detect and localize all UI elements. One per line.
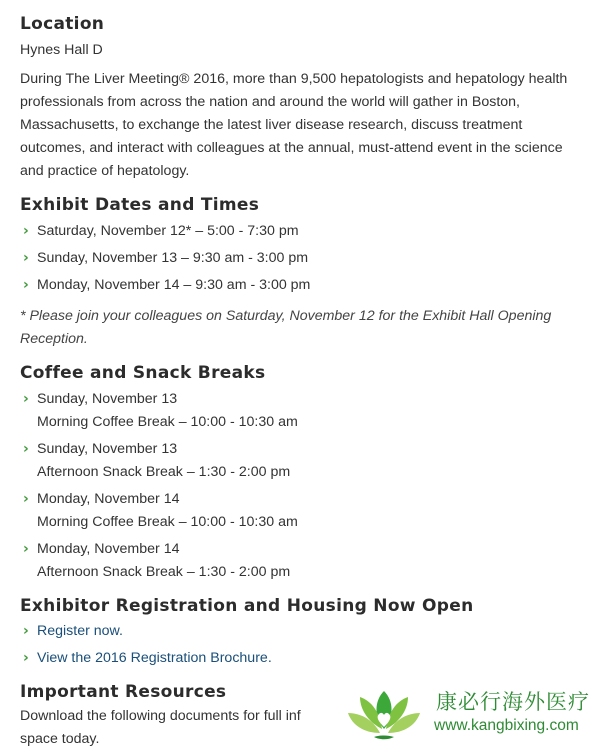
break-day: Monday, November 14 (37, 541, 180, 557)
exhibit-item: › Saturday, November 12* – 5:00 - 7:30 pm (20, 220, 590, 243)
chevron-right-icon: › (23, 277, 29, 293)
registration-links (20, 620, 590, 670)
watermark-url: www.kangbixing.com (434, 717, 579, 734)
register-now-link-item[interactable] (20, 620, 590, 643)
location-heading: Location (20, 14, 105, 34)
break-day: Monday, November 14 (37, 491, 180, 507)
resources-heading: Important Resources (20, 682, 227, 702)
chevron-right-icon: › (23, 441, 29, 457)
location-venue: Hynes Hall D (20, 42, 103, 58)
watermark (340, 681, 600, 744)
exhibit-item: › Sunday, November 13 – 9:30 am - 3:00 pm (20, 247, 590, 270)
chevron-right-icon: › (23, 250, 29, 266)
location-description: During The Liver Meeting® 2016, more than 9,500 hepatologists and hepatology health professionals from across the nation and around the world will gather in Boston, Massachusetts, to exchange the latest liver disease research, discuss treatment outcomes, and interact with colleagues at the annual, must-attend event in the science and practice of hepatology. (20, 71, 568, 179)
chevron-right-icon: › (23, 223, 29, 239)
exhibit-note: * Please join your colleagues on Saturday, November 12 for the Exhibit Hall Opening Reception. (20, 308, 552, 347)
break-item (20, 538, 590, 584)
exhibit-item: › Monday, November 14 – 9:30 am - 3:00 pm (20, 274, 590, 297)
break-item (20, 488, 590, 534)
break-detail: Afternoon Snack Break – 1:30 - 2:00 pm (37, 464, 291, 480)
break-detail: Morning Coffee Break – 10:00 - 10:30 am (37, 414, 298, 430)
break-detail: Afternoon Snack Break – 1:30 - 2:00 pm (37, 564, 291, 580)
break-detail: Morning Coffee Break – 10:00 - 10:30 am (37, 514, 298, 530)
break-day: Sunday, November 13 (37, 441, 178, 457)
resources-text: Download the following documents for full inf space today. (20, 708, 301, 747)
chevron-right-icon: › (23, 541, 29, 557)
break-item (20, 388, 590, 434)
brochure-link-item[interactable] (20, 647, 590, 670)
registration-heading: Exhibitor Registration and Housing Now Open (20, 596, 474, 616)
content-page (20, 14, 590, 751)
exhibit-heading: Exhibit Dates and Times (20, 195, 260, 215)
breaks-heading: Coffee and Snack Breaks (20, 363, 266, 383)
chevron-right-icon: › (23, 391, 29, 407)
break-day: Sunday, November 13 (37, 391, 178, 407)
chevron-right-icon: › (23, 650, 29, 666)
break-item (20, 438, 590, 484)
chevron-right-icon: › (23, 623, 29, 639)
exhibit-list (20, 220, 590, 297)
chevron-right-icon: › (23, 491, 29, 507)
register-now-link[interactable]: Register now. (37, 623, 123, 639)
breaks-list (20, 388, 590, 584)
watermark-chinese-name: 康必行海外医疗 (436, 690, 590, 714)
registration-brochure-link[interactable]: View the 2016 Registration Brochure. (37, 650, 272, 666)
lotus-heart-logo-icon (346, 683, 422, 741)
